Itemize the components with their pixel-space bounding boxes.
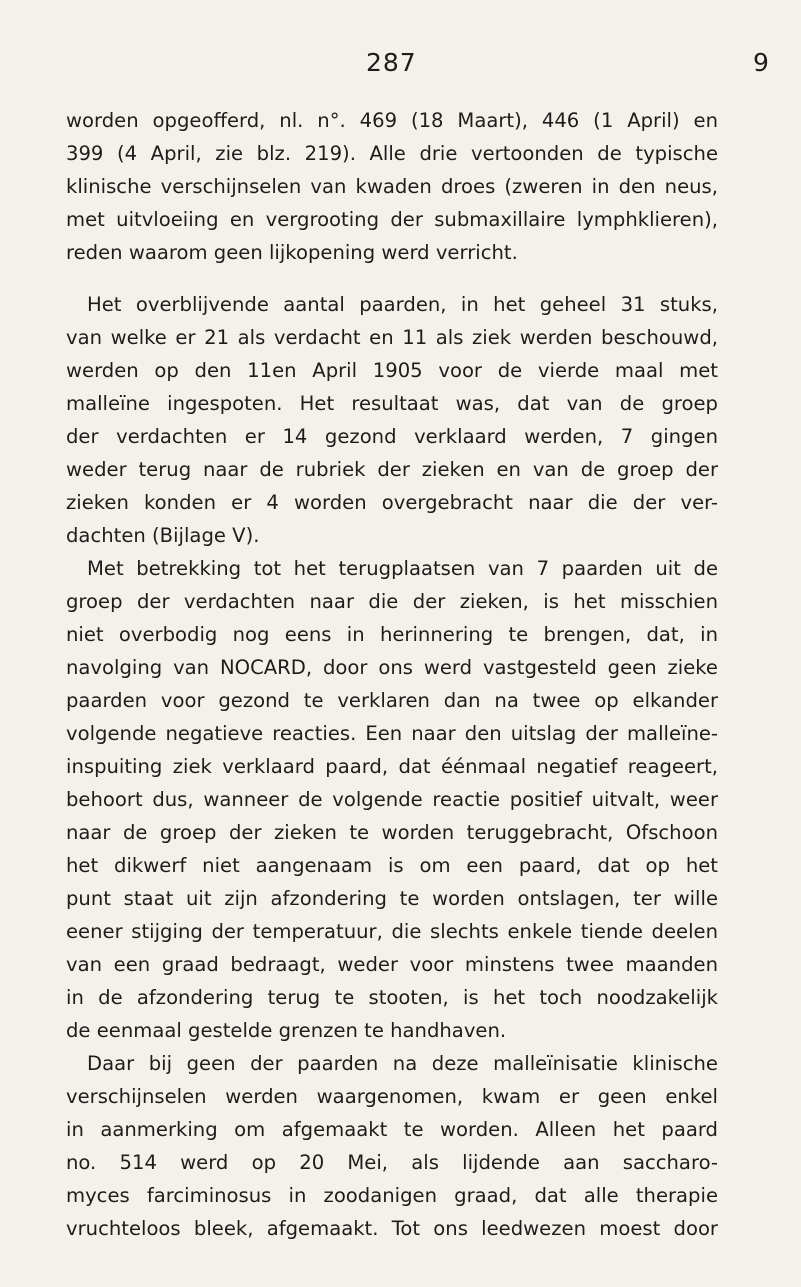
text-line: niet overbodig nog eens in herinnering te brengen, dat, in bbox=[66, 623, 718, 646]
text-line: inspuiting ziek verklaard paard, dat éénmaal negatief reageert, bbox=[66, 755, 718, 778]
text-line: volgende negatieve reacties. Een naar den uitslag der malleïne- bbox=[66, 722, 718, 745]
text-line: eener stijging der temperatuur, die slechts enkele tiende deelen bbox=[66, 920, 718, 943]
page-number: 287 bbox=[366, 48, 417, 77]
text-line: naar de groep der zieken te worden teruggebracht, Ofschoon bbox=[66, 821, 718, 844]
text-line: navolging van NOCARD, door ons werd vastgesteld geen zieke bbox=[66, 656, 718, 679]
paragraph-gap bbox=[66, 269, 718, 288]
page-header bbox=[0, 48, 801, 82]
body-text bbox=[66, 104, 718, 1245]
text-line: weder terug naar de rubriek der zieken en van de groep der bbox=[66, 458, 718, 481]
text-line: Met betrekking tot het terugplaatsen van 7 paarden uit de bbox=[87, 557, 718, 580]
text-line: klinische verschijnselen van kwaden droes (zweren in den neus, bbox=[66, 175, 718, 198]
text-line: Het overblijvende aantal paarden, in het geheel 31 stuks, bbox=[87, 293, 718, 316]
text-line: groep der verdachten naar die der zieken, is het misschien bbox=[66, 590, 718, 613]
corner-mark: 9 bbox=[753, 48, 769, 77]
text-line: dachten (Bijlage V). bbox=[66, 524, 260, 547]
text-line: in de afzondering terug te stooten, is het toch noodzakelijk bbox=[66, 986, 718, 1009]
text-line: myces farciminosus in zoodanigen graad, dat alle therapie bbox=[66, 1184, 718, 1207]
text-line: vruchteloos bleek, afgemaakt. Tot ons leedwezen moest door bbox=[66, 1217, 718, 1240]
text-line: der verdachten er 14 gezond verklaard werden, 7 gingen bbox=[66, 425, 718, 448]
text-line: punt staat uit zijn afzondering te worden ontslagen, ter wille bbox=[66, 887, 718, 910]
text-line: 399 (4 April, zie blz. 219). Alle drie vertoonden de typische bbox=[66, 142, 718, 165]
text-line: reden waarom geen lijkopening werd verricht. bbox=[66, 241, 518, 264]
text-line: het dikwerf niet aangenaam is om een paard, dat op het bbox=[66, 854, 718, 877]
text-line: van welke er 21 als verdacht en 11 als ziek werden beschouwd, bbox=[66, 326, 718, 349]
text-line: paarden voor gezond te verklaren dan na twee op elkander bbox=[66, 689, 718, 712]
text-line: Daar bij geen der paarden na deze malleïnisatie klinische bbox=[87, 1052, 718, 1075]
text-line: malleïne ingespoten. Het resultaat was, dat van de groep bbox=[66, 392, 718, 415]
text-line: behoort dus, wanneer de volgende reactie positief uitvalt, weer bbox=[66, 788, 718, 811]
text-line: no. 514 werd op 20 Mei, als lijdende aan saccharo- bbox=[66, 1151, 718, 1174]
text-line: werden op den 11en April 1905 voor de vierde maal met bbox=[66, 359, 718, 382]
text-line: zieken konden er 4 worden overgebracht naar die der ver- bbox=[66, 491, 718, 514]
text-line: verschijnselen werden waargenomen, kwam er geen enkel bbox=[66, 1085, 718, 1108]
text-line: van een graad bedraagt, weder voor minstens twee maanden bbox=[66, 953, 718, 976]
text-line: met uitvloeiing en vergrooting der submaxillaire lymphklieren), bbox=[66, 208, 718, 231]
text-line: de eenmaal gestelde grenzen te handhaven. bbox=[66, 1019, 507, 1042]
text-line: in aanmerking om afgemaakt te worden. Alleen het paard bbox=[66, 1118, 718, 1141]
text-line: worden opgeofferd, nl. n°. 469 (18 Maart), 446 (1 April) en bbox=[66, 109, 718, 132]
